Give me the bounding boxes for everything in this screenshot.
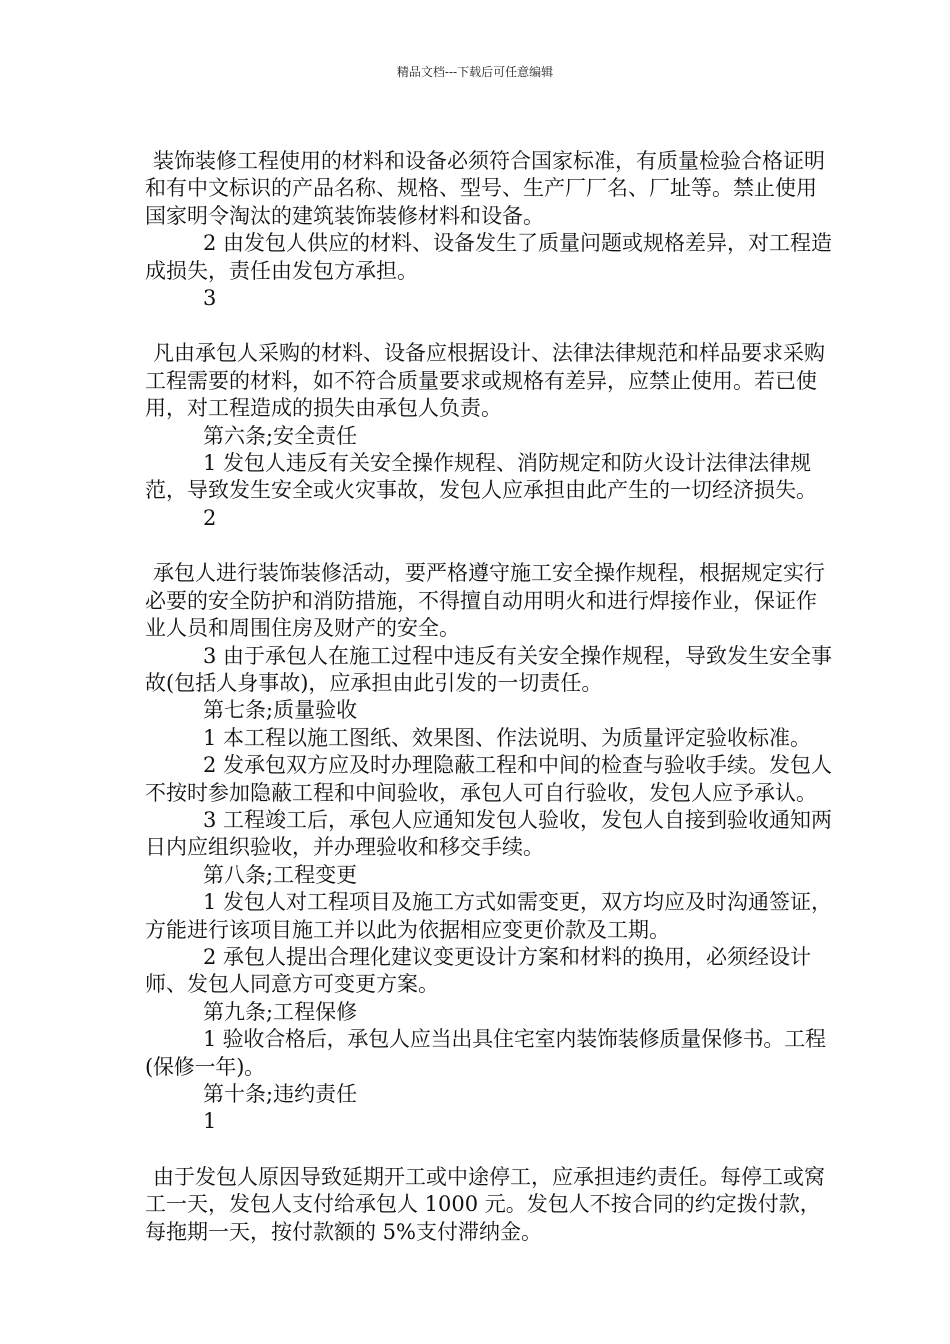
paragraph-contractor-safety: 承包人进行装饰装修活动，要严格遵守施工安全操作规程，根据规定实行必要的安全防护和消防措施，不得擅自动用明火和进行焊接作业，保证作业人员和周围住房及财产的安全。 [145, 561, 825, 641]
paragraph-contractor-purchase: 凡由承包人采购的材料、设备应根据设计、法律法律规范和样品要求采购工程需要的材料，如不符合质量要求或规格有差异，应禁止使用。若已使用，对工程造成的损失由承包人负责。 [145, 341, 825, 421]
section-heading-article-10: 第十条;违约责任 [203, 1082, 358, 1106]
clause-item-2-design-change: 2 承包人提出合理化建议变更设计方案和材料的换用，必须经设计师、发包人同意方可变更方案。 [145, 944, 812, 997]
clause-item-number-1: 1 [203, 1109, 217, 1134]
clause-item-1-warranty: 1 验收合格后，承包人应当出具住宅室内装饰装修质量保修书。工程(保修一年)。 [145, 1027, 826, 1079]
clause-item-1-change-request: 1 发包人对工程项目及施工方式如需变更，双方均应及时沟通签证，方能进行该项目施工并以此为依据相应变更价款及工期。 [145, 890, 833, 942]
section-heading-article-7: 第七条;质量验收 [203, 698, 358, 723]
clause-item-1-acceptance-standard: 1 本工程以施工图纸、效果图、作法说明、为质量评定验收标准。 [203, 725, 812, 750]
section-heading-article-6: 第六条;安全责任 [203, 423, 358, 448]
clause-item-2-concealed-works: 2 发承包双方应及时办理隐蔽工程和中间的检查与验收手续。发包人不按时参加隐蔽工程和中间验收，承包人可自行验收，发包人应予承认。 [145, 753, 833, 805]
clause-item-number-2: 2 [203, 505, 217, 530]
clause-item-2-client-supply: 2 由发包人供应的材料、设备发生了质量问题或规格差异，对工程造成损失，责任由发包方承担。 [145, 231, 833, 283]
clause-item-1-client-safety: 1 发包人违反有关安全操作规程、消防规定和防火设计法律法律规范，导致发生安全或火灾事故，发包人应承担由此产生的一切经济损失。 [145, 451, 817, 503]
clause-item-3-completion: 3 工程竣工后，承包人应通知发包人验收，发包人自接到验收通知两日内应组织验收，并办理验收和移交手续。 [145, 807, 833, 860]
document-body [145, 148, 835, 1246]
paragraph-materials-standard: 装饰装修工程使用的材料和设备必须符合国家标准，有质量检验合格证明和有中文标识的产品名称、规格、型号、生产厂厂名、厂址等。禁止使用国家明令淘汰的建筑装饰装修材料和设备。 [145, 149, 825, 228]
section-heading-article-8: 第八条;工程变更 [203, 862, 358, 887]
clause-item-number-3: 3 [203, 286, 217, 311]
clause-item-3-safety-accident: 3 由于承包人在施工过程中违反有关安全操作规程，导致发生安全事故(包括人身事故)，应承担由此引发的一切责任。 [145, 643, 833, 695]
page-header: 精品文档---下载后可任意编辑 [396, 65, 554, 79]
section-heading-article-9: 第九条;工程保修 [203, 999, 358, 1024]
paragraph-breach-liability: 由于发包人原因导致延期开工或中途停工，应承担违约责任。每停工或窝工一天，发包人支付给承包人 1000 元。发包人不按合同的约定拨付款，每拖期一天，按付款额的 5%支付滞纳金。 [145, 1164, 825, 1244]
